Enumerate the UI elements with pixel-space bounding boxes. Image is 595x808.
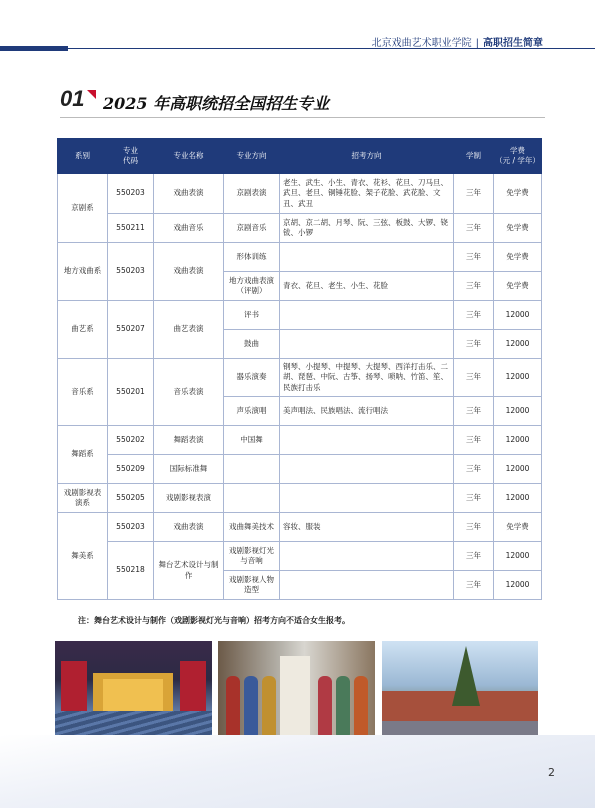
major-cell: 戏剧影视表演 xyxy=(154,484,224,513)
dept-cell: 曲艺系 xyxy=(58,301,108,359)
recruit-cell: 青衣、花旦、老生、小生、花脸 xyxy=(280,272,454,301)
table-row xyxy=(58,359,542,397)
major-cell: 戏曲音乐 xyxy=(154,214,224,243)
fee-cell: 12000 xyxy=(494,455,542,484)
fee-cell: 12000 xyxy=(494,484,542,513)
fee-cell: 12000 xyxy=(494,330,542,359)
fee-cell: 免学费 xyxy=(494,174,542,214)
costume-figure xyxy=(318,676,332,736)
direction-cell: 评书 xyxy=(224,301,280,330)
dept-cell: 舞蹈系 xyxy=(58,426,108,484)
years-cell: 三年 xyxy=(454,426,494,455)
years-cell: 三年 xyxy=(454,301,494,330)
code-cell: 550209 xyxy=(108,455,154,484)
years-cell: 三年 xyxy=(454,484,494,513)
direction-cell: 戏曲舞美技术 xyxy=(224,513,280,542)
dept-cell: 戏剧影视表演系 xyxy=(58,484,108,513)
direction-cell xyxy=(224,484,280,513)
years-cell: 三年 xyxy=(454,571,494,600)
recruit-cell: 钢琴、小提琴、中提琴、大提琴、西洋打击乐、二胡、琵琶、中阮、古筝、扬琴、唢呐、竹笛、笙、民族打击乐 xyxy=(280,359,454,397)
document-title: 高职招生简章 xyxy=(483,38,543,49)
running-header xyxy=(372,34,543,49)
direction-cell: 中国舞 xyxy=(224,426,280,455)
col-header-direction: 专业方向 xyxy=(224,139,280,174)
fee-cell: 12000 xyxy=(494,571,542,600)
years-cell: 三年 xyxy=(454,455,494,484)
code-cell: 550205 xyxy=(108,484,154,513)
direction-cell: 戏剧影视灯光与音响 xyxy=(224,542,280,571)
years-cell: 三年 xyxy=(454,542,494,571)
theater-wall-panel xyxy=(180,661,206,711)
dept-cell: 音乐系 xyxy=(58,359,108,426)
recruit-cell xyxy=(280,455,454,484)
major-cell: 舞台艺术设计与制作 xyxy=(154,542,224,600)
col-header-code: 专业 代码 xyxy=(108,139,154,174)
dept-cell: 地方戏曲系 xyxy=(58,243,108,301)
direction-cell: 鼓曲 xyxy=(224,330,280,359)
recruit-cell xyxy=(280,542,454,571)
fee-cell: 12000 xyxy=(494,542,542,571)
table-row xyxy=(58,243,542,272)
fee-cell: 免学费 xyxy=(494,272,542,301)
direction-cell: 声乐演唱 xyxy=(224,397,280,426)
code-cell: 550203 xyxy=(108,174,154,214)
fee-cell: 免学费 xyxy=(494,243,542,272)
costume-figure xyxy=(262,676,276,736)
code-cell: 550218 xyxy=(108,542,154,600)
fee-cell: 免学费 xyxy=(494,214,542,243)
section-number: 01 xyxy=(60,86,85,111)
direction-cell xyxy=(224,455,280,484)
recruit-cell xyxy=(280,484,454,513)
major-cell: 音乐表演 xyxy=(154,359,224,426)
pine-tree xyxy=(452,646,480,706)
years-cell: 三年 xyxy=(454,243,494,272)
table-row xyxy=(58,426,542,455)
recruit-cell xyxy=(280,243,454,272)
years-cell: 三年 xyxy=(454,397,494,426)
years-cell: 三年 xyxy=(454,330,494,359)
code-cell: 550211 xyxy=(108,214,154,243)
direction-cell: 器乐演奏 xyxy=(224,359,280,397)
recruit-cell xyxy=(280,301,454,330)
fee-cell: 12000 xyxy=(494,301,542,330)
recruit-cell: 美声唱法、民族唱法、流行唱法 xyxy=(280,397,454,426)
col-header-recruit: 招考方向 xyxy=(280,139,454,174)
costume-figure xyxy=(354,676,368,736)
costume-figure xyxy=(336,676,350,736)
years-cell: 三年 xyxy=(454,174,494,214)
exhibition-corridor xyxy=(280,656,310,736)
footer-decoration xyxy=(0,735,595,808)
code-cell: 550202 xyxy=(108,426,154,455)
fee-cell: 12000 xyxy=(494,397,542,426)
section-title: 2025 年高职统招全国招生专业 xyxy=(103,94,330,113)
years-cell: 三年 xyxy=(454,513,494,542)
recruit-cell: 老生、武生、小生、青衣、花衫、花旦、刀马旦、武旦、老旦、铜锤花脸、架子花脸、武花脸、文丑、武丑 xyxy=(280,174,454,214)
major-cell: 舞蹈表演 xyxy=(154,426,224,455)
recruit-cell xyxy=(280,571,454,600)
major-cell: 曲艺表演 xyxy=(154,301,224,359)
direction-cell: 戏剧影视人物造型 xyxy=(224,571,280,600)
code-cell: 550203 xyxy=(108,513,154,542)
theater-stage-light xyxy=(103,679,163,713)
footnote: 注：舞台艺术设计与制作（戏剧影视灯光与音响）招考方向不适合女生报考。 xyxy=(78,616,350,625)
direction-cell: 京剧音乐 xyxy=(224,214,280,243)
col-header-years: 学制 xyxy=(454,139,494,174)
recruit-cell: 容妆、服装 xyxy=(280,513,454,542)
years-cell: 三年 xyxy=(454,214,494,243)
direction-cell: 形体训练 xyxy=(224,243,280,272)
fee-cell: 12000 xyxy=(494,426,542,455)
recruit-cell: 京胡、京二胡、月琴、阮、三弦、板鼓、大锣、铙钹、小锣 xyxy=(280,214,454,243)
section-flag-icon xyxy=(87,90,96,99)
table-row xyxy=(58,455,542,484)
fee-cell: 12000 xyxy=(494,359,542,397)
years-cell: 三年 xyxy=(454,272,494,301)
page-number: 2 xyxy=(548,766,555,779)
section-rule xyxy=(60,117,545,118)
table-row xyxy=(58,484,542,513)
col-header-fee: 学费 （元 / 学年） xyxy=(494,139,542,174)
direction-cell: 地方戏曲表演（评剧） xyxy=(224,272,280,301)
code-cell: 550207 xyxy=(108,301,154,359)
fee-cell: 免学费 xyxy=(494,513,542,542)
major-cell: 戏曲表演 xyxy=(154,174,224,214)
table-header-row xyxy=(58,139,542,174)
direction-cell: 京剧表演 xyxy=(224,174,280,214)
major-cell: 戏曲表演 xyxy=(154,243,224,301)
majors-table xyxy=(57,138,542,600)
costume-figure xyxy=(244,676,258,736)
dept-cell: 京剧系 xyxy=(58,174,108,243)
code-cell: 550203 xyxy=(108,243,154,301)
table-row xyxy=(58,301,542,330)
code-cell: 550201 xyxy=(108,359,154,426)
col-header-major: 专业名称 xyxy=(154,139,224,174)
theater-wall-panel xyxy=(61,661,87,711)
school-name: 北京戏曲艺术职业学院 xyxy=(371,38,472,49)
header-divider: | xyxy=(475,38,479,49)
table-row xyxy=(58,214,542,243)
dept-cell: 舞美系 xyxy=(58,513,108,600)
recruit-cell xyxy=(280,426,454,455)
costume-figure xyxy=(226,676,240,736)
major-cell: 国际标准舞 xyxy=(154,455,224,484)
recruit-cell xyxy=(280,330,454,359)
table-row xyxy=(58,174,542,214)
table-row xyxy=(58,513,542,542)
col-header-dept: 系别 xyxy=(58,139,108,174)
table-row xyxy=(58,542,542,571)
years-cell: 三年 xyxy=(454,359,494,397)
major-cell: 戏曲表演 xyxy=(154,513,224,542)
top-accent-bar xyxy=(0,46,68,51)
